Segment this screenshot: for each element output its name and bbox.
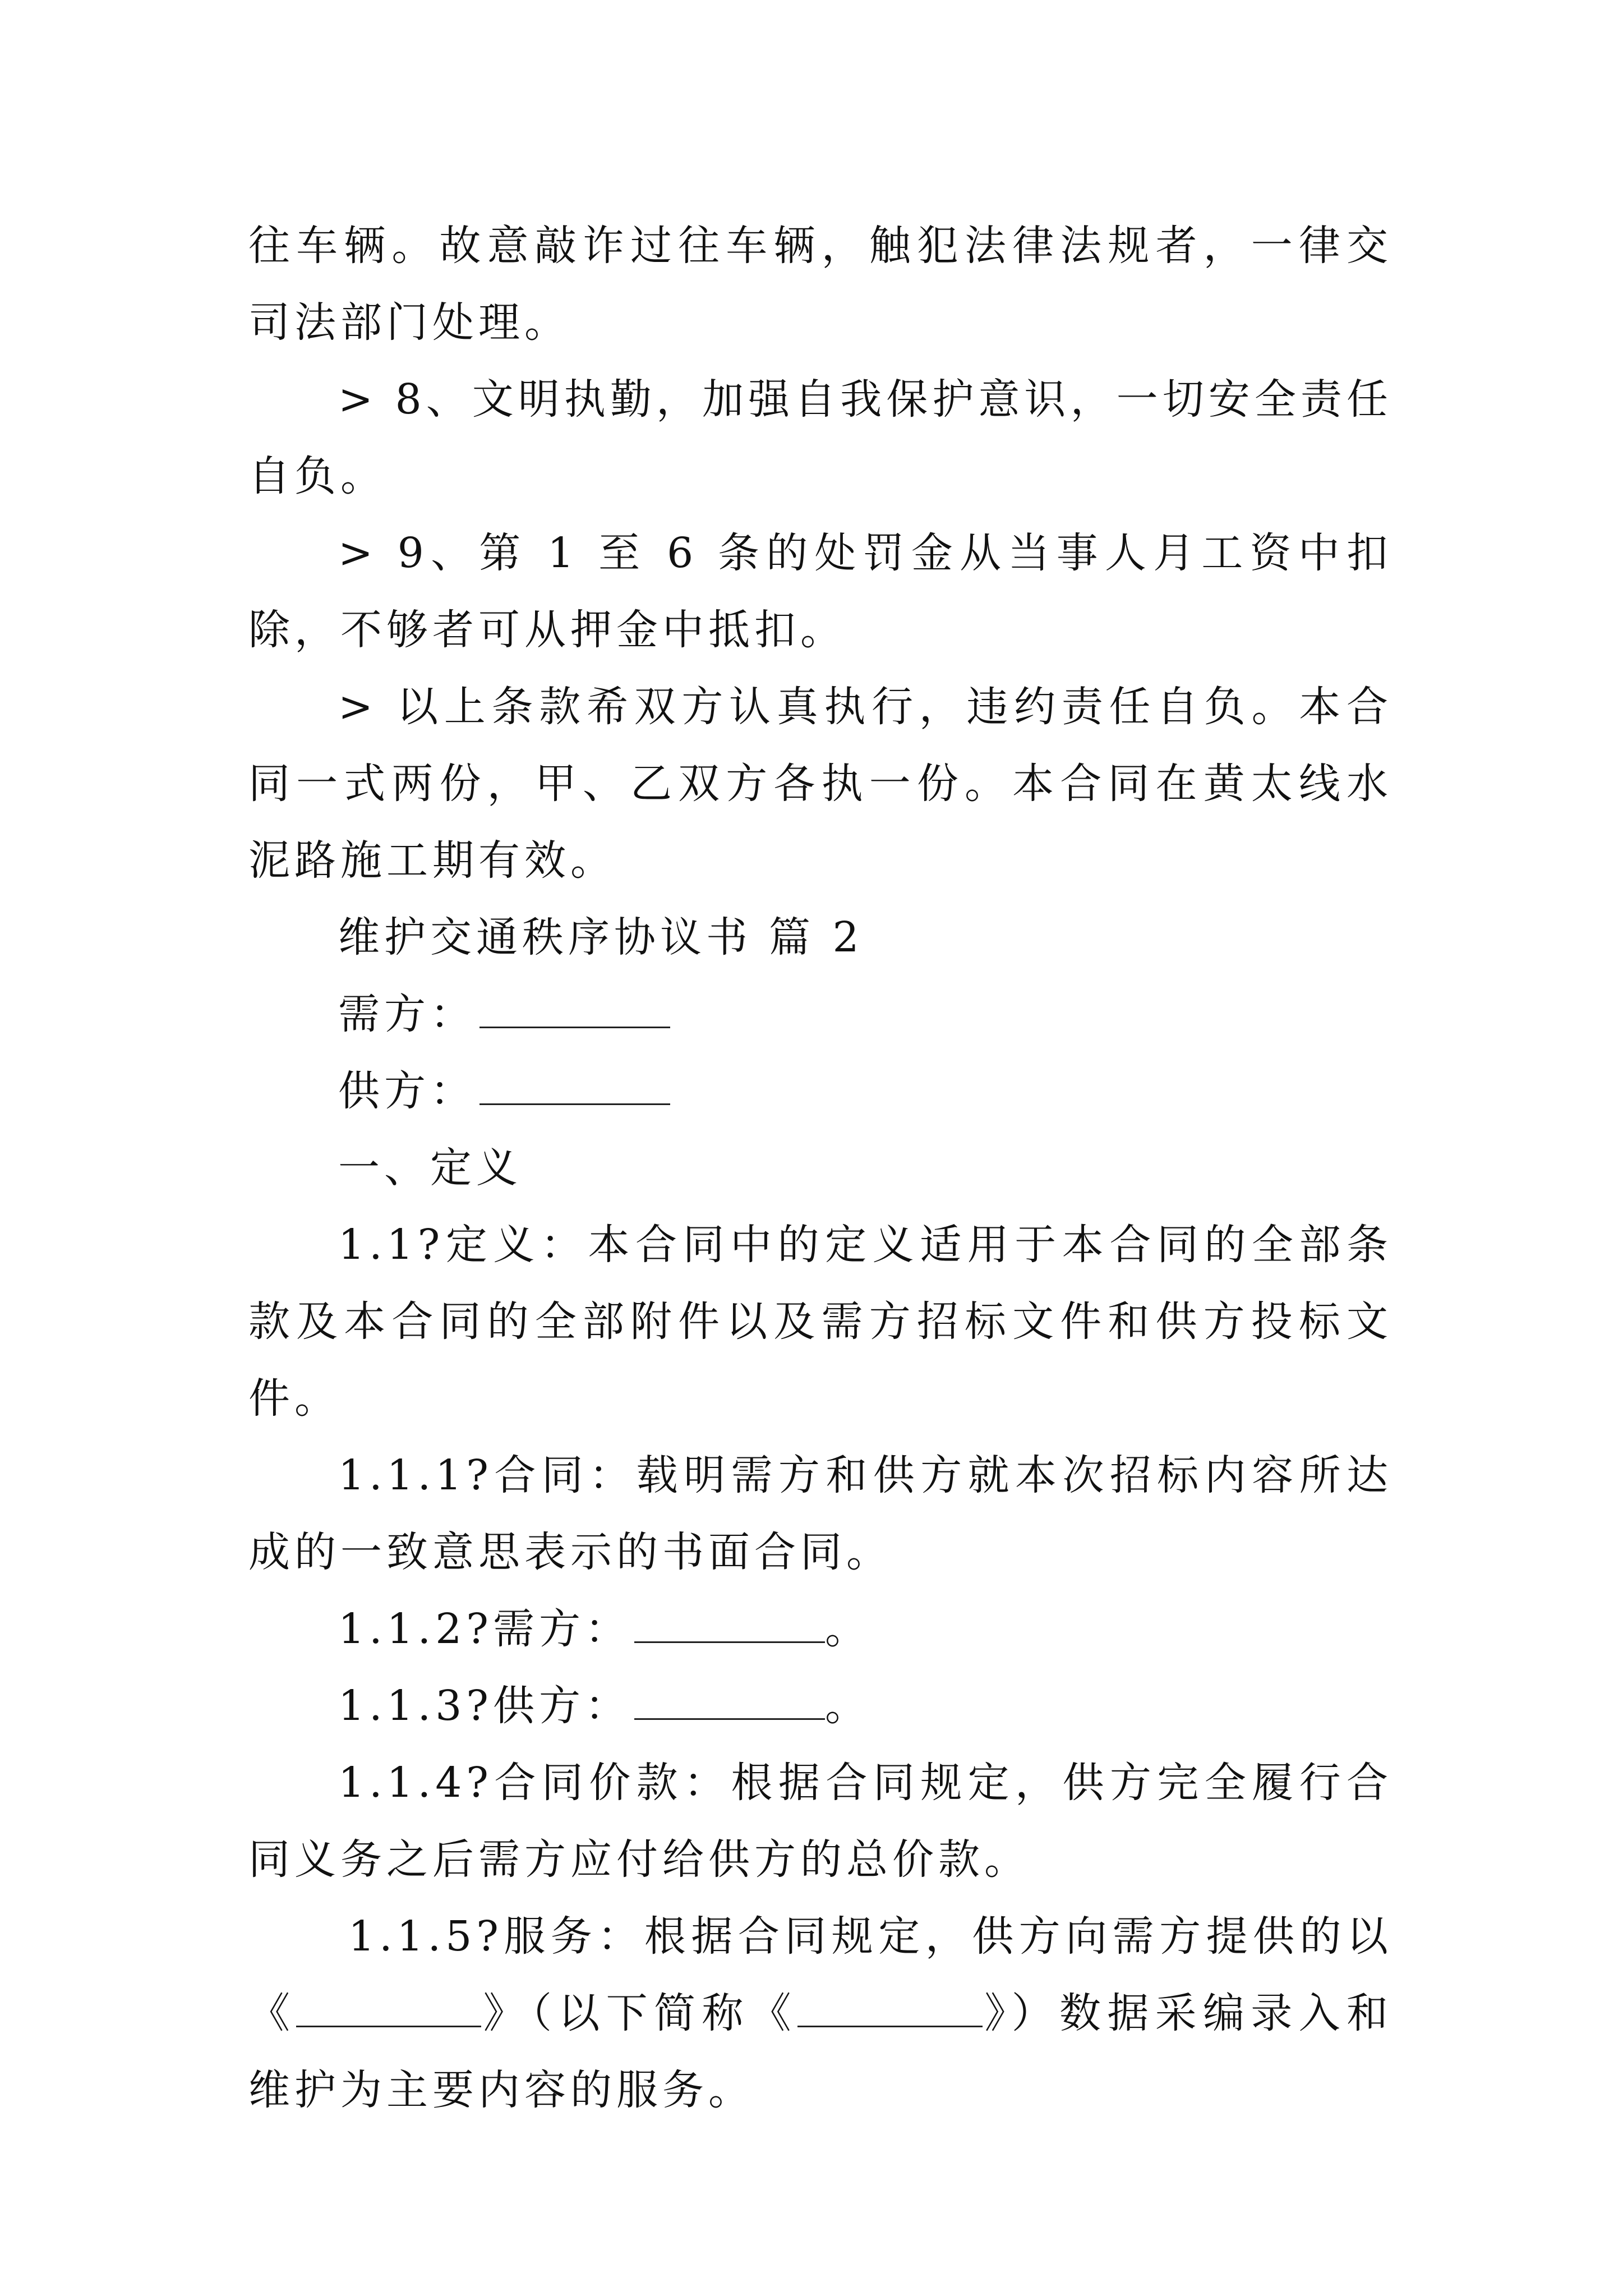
definition-1-1-1: 1.1.1?合同：载明需方和供方就本次招标内容所达成的一致意思表示的书面合同。 (248, 1451, 1393, 1576)
definition-1-1: 1.1?定义：本合同中的定义适用于本合同的全部条款及本合同的全部附件以及需方招标文件和供方投标文件。 (248, 1221, 1393, 1423)
definition-1-1-2-suffix: 。 (824, 1605, 871, 1653)
definition-1-1-5-part2: 》（以下简称《 (481, 1989, 798, 2037)
heading-title: 维护交通秩序协议书 (338, 913, 752, 961)
supply-blank (479, 1065, 670, 1105)
paragraph-terms: > 以上条款希双方认真执行，违约责任自负。本合同一式两份，甲、乙双方各执一份。本合同在黄太线水泥路施工期有效。 (248, 683, 1393, 885)
demand-label: 需方： (338, 990, 476, 1038)
definition-1-1-5 (248, 1898, 1393, 2129)
paragraph-continuation: 往车辆。故意敲诈过往车辆，触犯法律法规者，一律交司法部门处理。 (248, 222, 1393, 347)
definition-1-1-5-blank-1 (296, 1987, 481, 2027)
definition-1-1-5-part1: 1.1.5?服务：根据合同规定，供方向需方提供的以《 (248, 1912, 1393, 2037)
definition-1-1-3 (248, 1668, 1393, 1745)
paragraph-item-8: > 8、文明执勤，加强自我保护意识，一切安全责任自负。 (248, 375, 1393, 500)
demand-party-line (248, 976, 1393, 1053)
section-heading (248, 899, 1393, 976)
paragraph-item-9: > 9、第 1 至 6 条的处罚金从当事人月工资中扣除，不够者可从押金中抵扣。 (248, 529, 1393, 654)
demand-blank (479, 988, 670, 1028)
section-one-title: 一、定义 (338, 1144, 522, 1192)
definition-1-1-2-blank (634, 1603, 825, 1643)
definition-1-1-3-suffix: 。 (824, 1682, 871, 1730)
document-body (248, 208, 1393, 2129)
definition-1-1-3-prefix: 1.1.3?供方： (338, 1682, 631, 1730)
supply-party-line (248, 1053, 1393, 1130)
definition-1-1-2-prefix: 1.1.2?需方： (338, 1605, 631, 1653)
definition-1-1-5-part3: 》）数据采编录入和维护为主要内容的服务。 (248, 1989, 1393, 2114)
definition-1-1-3-blank (634, 1680, 825, 1720)
definition-1-1-2 (248, 1591, 1393, 1668)
heading-suffix: 篇 2 (769, 913, 864, 961)
definition-1-1-5-blank-2 (797, 1987, 983, 2027)
supply-label: 供方： (338, 1067, 476, 1115)
definition-1-1-4: 1.1.4?合同价款：根据合同规定，供方完全履行合同义务之后需方应付给供方的总价款。 (248, 1759, 1393, 1884)
